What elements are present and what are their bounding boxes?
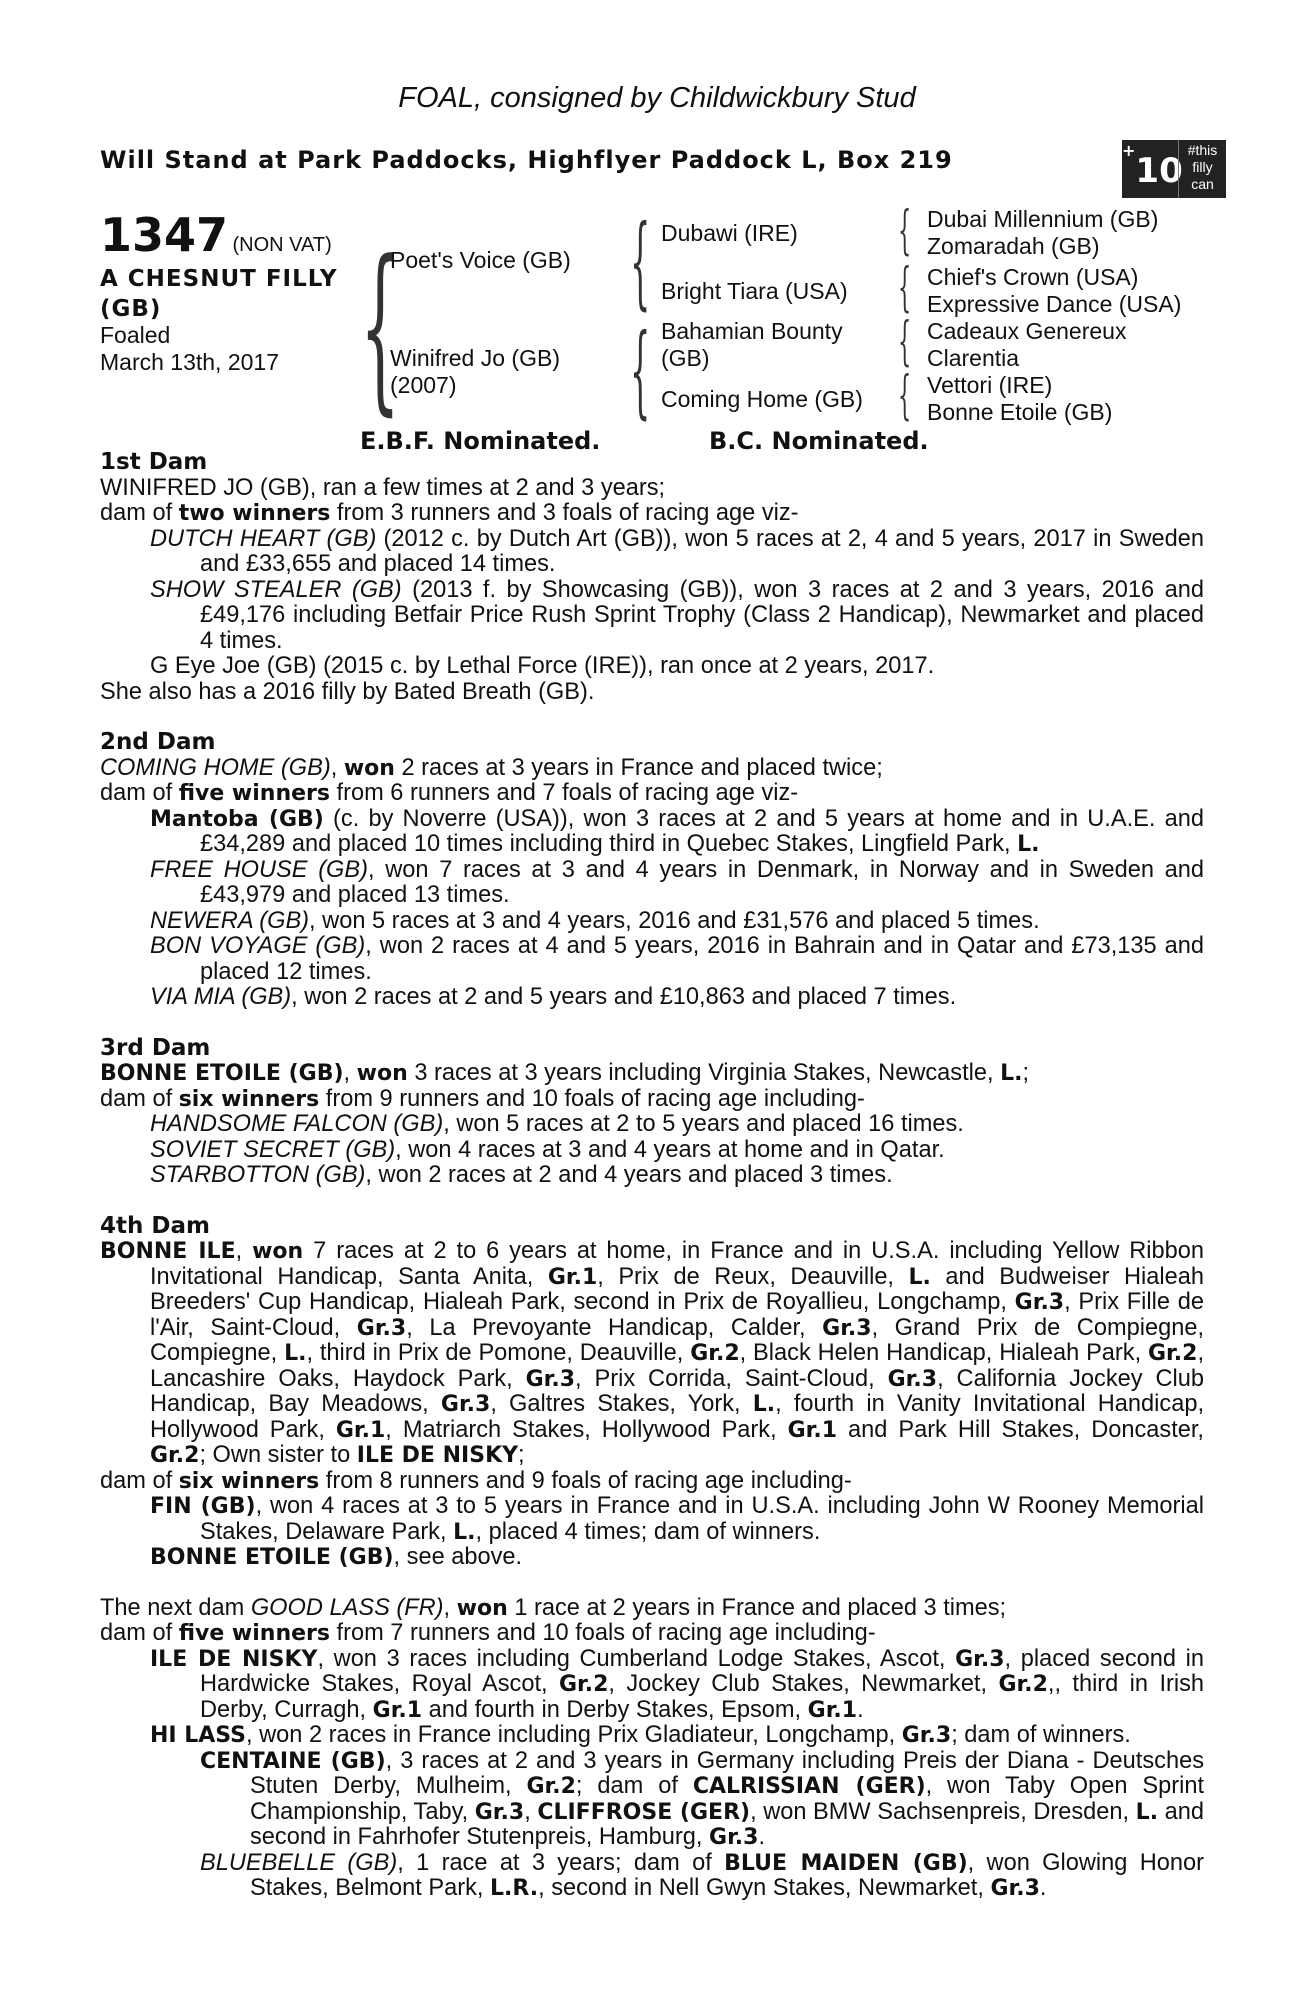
produce-record — [100, 450, 1204, 1902]
plus10-mark: +10 — [1122, 141, 1183, 191]
next-dam-text: The next dam GOOD LASS (FR), won 1 race at 2 years in France and placed 3 times; dam of five winners from 7 runners and 10 foals of racing age including- ILE DE NISKY, won 3 races including Cumberland Lodge Stakes, Ascot, Gr.3, placed second in Hardwicke Stakes, Royal Ascot, Gr.2, Jockey Club Stakes, Newmarket, Gr.2,, third in Irish Derby, Curragh, Gr.1 and fourth in Derby Stakes, Epsom, Gr.1. HI LASS, won 2 races in France including Prix Gladiateur, Longchamp, Gr.3; dam of winners. CENTAINE (GB), 3 races at 2 and 3 years in Germany including Preis der Diana - Deutsches Stuten Derby, Mulheim, Gr.2; dam of CALRISSIAN (GER), won Taby Open Sprint Championship, Taby, Gr.3, CLIFFROSE (GER), won BMW Sachsenpreis, Dresden, L. and second in Fahrhofer Stutenpreis, Hamburg, Gr.3. BLUEBELLE (GB), 1 race at 3 years; dam of BLUE MAIDEN (GB), won Glowing Honor Stakes, Belmont Park, L.R., second in Nell Gwyn Stakes, Newmarket, Gr.3. — [100, 1594, 1205, 1901]
second-dam-text: COMING HOME (GB), won 2 races at 3 years in France and placed twice; dam of five winners from 6 runners and 7 foals of racing age viz- Mantoba (GB) (c. by Noverre (USA)), won 3 races at 2 and 5 years at home and in U.A.E. and £34,289 and placed 10 times including third in Quebec Stakes, Lingfield Park, L. FREE HOUSE (GB), won 7 races at 3 and 4 years in Denmark, in Norway and in Sweden and £43,979 and placed 13 times. NEWERA (GB), won 5 races at 3 and 4 years, 2016 and £31,576 and placed 5 times. BON VOYAGE (GB), won 2 races at 4 and 5 years, 2016 in Bahrain and in Qatar and £73,135 and placed 12 times. VIA MIA (GB), won 2 races at 2 and 5 years and £10,863 and placed 7 times. — [100, 754, 1204, 1010]
sire-brace: { — [630, 203, 651, 320]
section-2nd-dam: 2nd Dam — [100, 729, 216, 755]
foaled-date: March 13th, 2017 — [100, 349, 280, 375]
g-brace-4: { — [898, 366, 912, 426]
third-dam-text: BONNE ETOILE (GB), won 3 races at 3 years including Virginia Stakes, Newcastle, L.; dam of six winners from 9 runners and 10 foals of racing age including- HANDSOME FALCON (GB), won 5 races at 2 to 5 years and placed 16 times. SOVIET SECRET (GB), won 4 races at 3 and 4 years at home and in Qatar. STARBOTTON (GB), won 2 races at 2 and 4 years and placed 3 times. — [100, 1060, 1030, 1188]
lot-number-block — [100, 208, 332, 262]
pedigree-sire-dam: Bright Tiara (USA) — [661, 278, 848, 304]
fourth-dam-text: BONNE ILE, won 7 races at 2 to 6 years at home, in France and in U.S.A. including Yellow Ribbon Invitational Handicap, Santa Anita, Gr.1, Prix de Reux, Deauville, L. and Budweiser Hialeah Breeders' Cup Handicap, Hialeah Park, second in Prix de Royallieu, Longchamp, Gr.3, Prix Fille de l'Air, Saint-Cloud, Gr.3, La Prevoyante Handicap, Calder, Gr.3, Grand Prix de Compiegne, Compiegne, L., third in Prix de Pomone, Deauville, Gr.2, Black Helen Handicap, Hialeah Park, Gr.2, Lancashire Oaks, Haydock Park, Gr.3, Prix Corrida, Saint-Cloud, Gr.3, California Jockey Club Handicap, Bay Meadows, Gr.3, Galtres Stakes, York, L., fourth in Vanity Invitational Handicap, Hollywood Park, Gr.1, Matriarch Stakes, Hollywood Park, Gr.1 and Park Hill Stakes, Doncaster, Gr.2; Own sister to ILE DE NISKY; dam of six winners from 8 runners and 9 foals of racing age including- FIN (GB), won 4 races at 3 to 5 years in France and in U.S.A. including John W Rooney Memorial Stakes, Delaware Park, L., placed 4 times; dam of winners. BONNE ETOILE (GB), see above. — [100, 1238, 1205, 1570]
lot-number: 1347 — [100, 208, 229, 262]
vat-status: (NON VAT) — [232, 234, 332, 256]
pedigree-dam-year: (2007) — [390, 372, 457, 398]
sire-dam-brace: { — [360, 223, 401, 432]
pedigree-g4: Expressive Dance (USA) — [927, 291, 1182, 317]
foaled-label: Foaled — [100, 322, 171, 348]
pedigree-dam: Winifred Jo (GB) — [390, 345, 560, 371]
stand-location: Will Stand at Park Paddocks, Highflyer Paddock L, Box 219 — [100, 146, 953, 174]
g-brace-3: { — [898, 312, 912, 372]
pedigree-g8: Bonne Etoile (GB) — [927, 399, 1113, 425]
consignment-line: FOAL, consigned by Childwickbury Stud — [398, 82, 916, 114]
section-1st-dam: 1st Dam — [100, 449, 208, 475]
pedigree-sire-sire: Dubawi (IRE) — [661, 220, 798, 246]
pedigree-sire: Poet's Voice (GB) — [390, 247, 571, 273]
bc-nominated: B.C. Nominated. — [709, 427, 929, 455]
ebf-nominated: E.B.F. Nominated. — [360, 427, 601, 455]
pedigree-dam-sire-l2: (GB) — [661, 345, 710, 371]
section-3rd-dam: 3rd Dam — [100, 1034, 211, 1061]
pedigree-g3: Chief's Crown (USA) — [927, 264, 1139, 290]
first-dam-text: WINIFRED JO (GB), ran a few times at 2 and 3 years; dam of two winners from 3 runners and 3 foals of racing age viz- DUTCH HEART (GB) (2012 c. by Dutch Art (GB)), won 5 races at 2, 4 and 5 years, 2017 in Sweden and £33,655 and placed 14 times. SHOW STEALER (GB) (2013 f. by Showcasing (GB)), won 3 races at 2 and 3 years, 2016 and £49,176 including Betfair Price Rush Sprint Trophy (Class 2 Handicap), Newmarket and placed 4 times. G Eye Joe (GB) (2015 c. by Lethal Force (IRE)), ran once at 2 years, 2017. She also has a 2016 filly by Bated Breath (GB). — [100, 474, 1204, 705]
logo-tagline: #this filly can — [1178, 140, 1226, 198]
pedigree-dam-sire-l1: Bahamian Bounty — [661, 318, 843, 344]
pedigree-g1: Dubai Millennium (GB) — [927, 206, 1159, 232]
pedigree-g2: Zomaradah (GB) — [927, 233, 1100, 259]
lot-title: A CHESNUT FILLY (GB) — [100, 266, 338, 322]
section-4th-dam: 4th Dam — [100, 1212, 210, 1239]
pedigree-dam-dam: Coming Home (GB) — [661, 386, 863, 412]
g-brace-2: { — [898, 258, 912, 318]
dam-brace: { — [630, 312, 651, 429]
g-brace-1: { — [898, 201, 912, 261]
pedigree-g6: Clarentia — [927, 345, 1020, 371]
pedigree-g7: Vettori (IRE) — [927, 372, 1053, 398]
plus10-logo — [1122, 140, 1226, 198]
pedigree-g5: Cadeaux Genereux — [927, 318, 1127, 344]
